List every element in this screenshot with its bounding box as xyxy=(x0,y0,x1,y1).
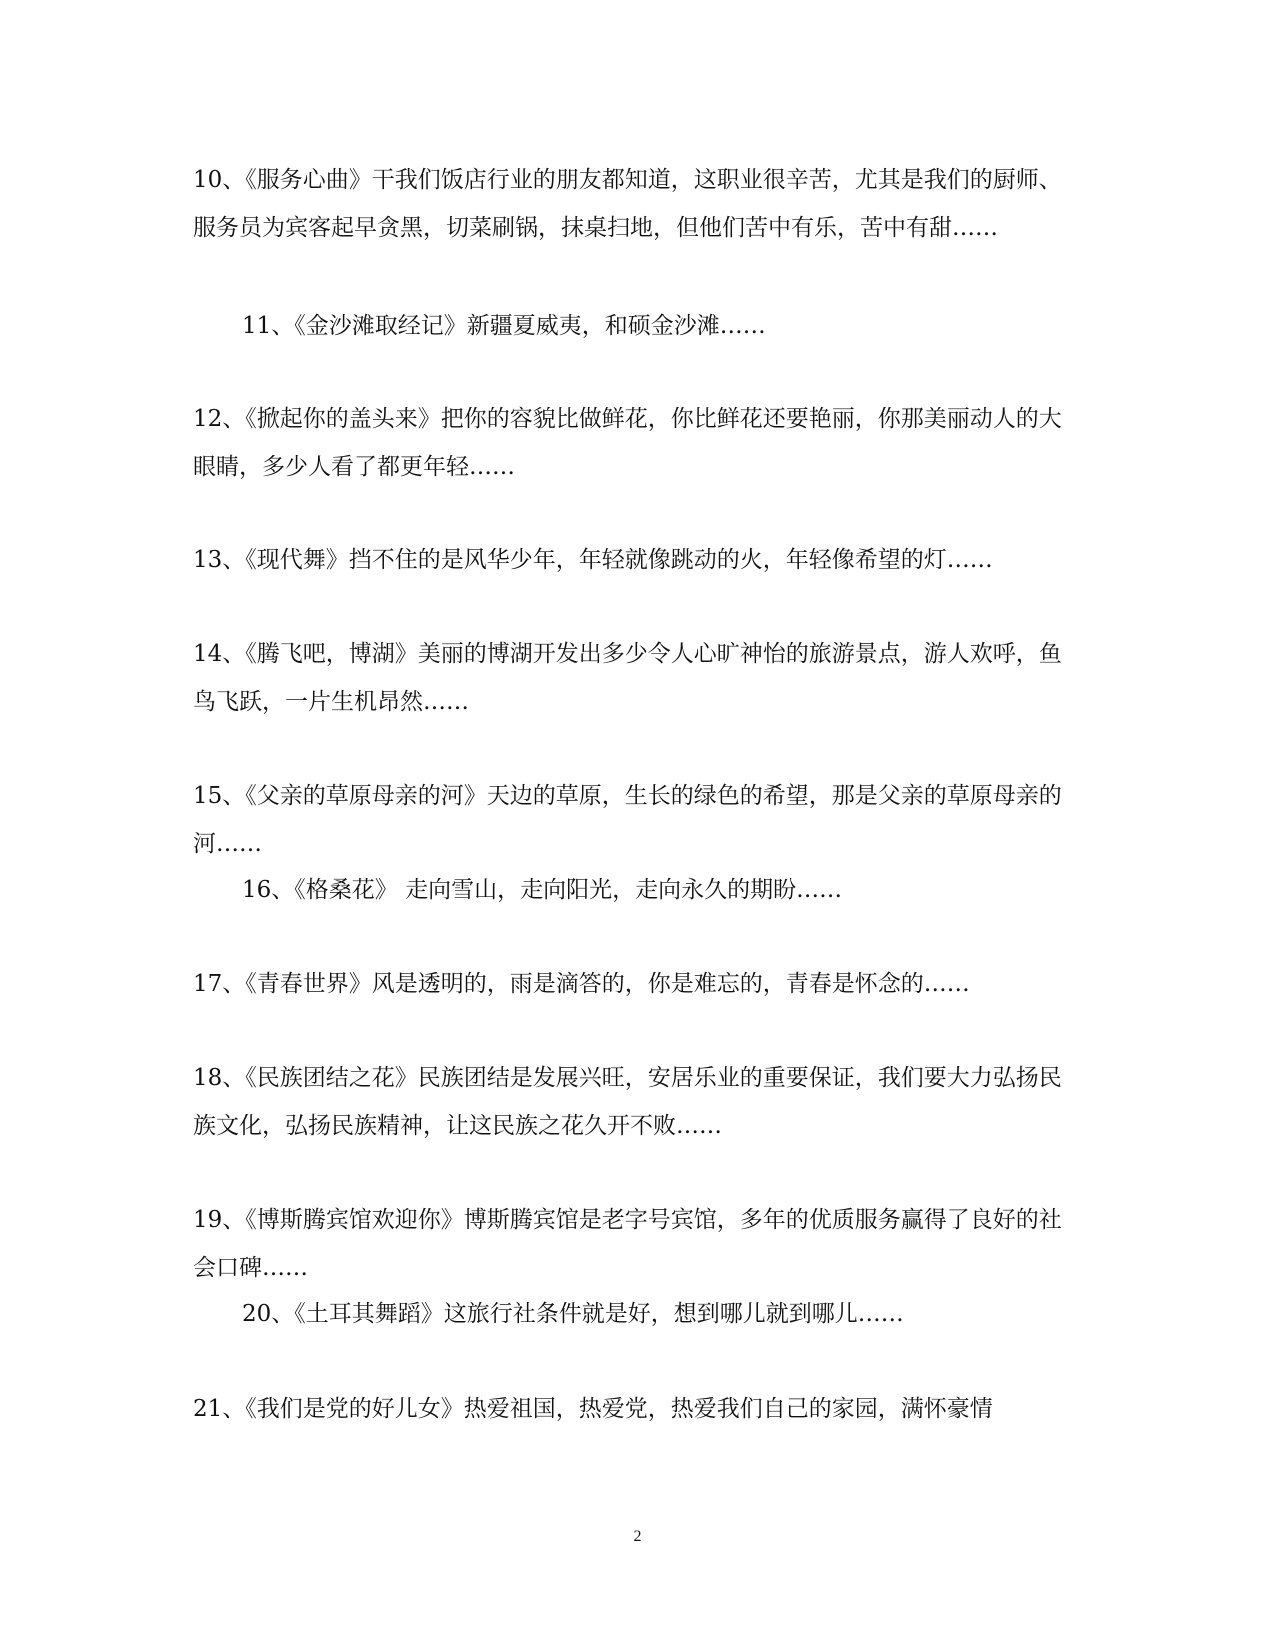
paragraph-21: 21、《我们是党的好儿女》热爱祖国，热爱党，热爱我们自己的家园，满怀豪情 xyxy=(193,1396,993,1422)
paragraph-13: 13、《现代舞》挡不住的是风华少年，年轻就像跳动的火，年轻像希望的灯…… xyxy=(193,547,993,573)
paragraph-11: 11、《金沙滩取经记》新疆夏威夷，和硕金沙滩…… xyxy=(242,313,766,339)
paragraph-19: 19、《博斯腾宾馆欢迎你》博斯腾宾馆是老字号宾馆，多年的优质服务赢得了良好的社会口碑…… xyxy=(193,1207,1062,1281)
paragraph-15: 15、《父亲的草原母亲的河》天边的草原，生长的绿色的希望，那是父亲的草原母亲的河…… xyxy=(193,783,1062,857)
paragraph-18: 18、《民族团结之花》民族团结是发展兴旺，安居乐业的重要保证，我们要大力弘扬民族文化，弘扬民族精神，让这民族之花久开不败…… xyxy=(193,1065,1062,1139)
page-number: 2 xyxy=(633,1528,642,1545)
paragraph-12: 12、《掀起你的盖头来》把你的容貌比做鲜花，你比鲜花还要艳丽，你那美丽动人的大眼睛，多少人看了都更年轻…… xyxy=(193,406,1062,480)
paragraph-17: 17、《青春世界》风是透明的，雨是滴答的，你是难忘的，青春是怀念的…… xyxy=(193,971,970,997)
paragraph-10: 10、《服务心曲》干我们饭店行业的朋友都知道，这职业很辛苦，尤其是我们的厨师、服务员为宾客起早贪黑，切菜刷锅，抹桌扫地，但他们苦中有乐，苦中有甜…… xyxy=(193,167,1062,241)
paragraph-16: 16、《格桑花》 走向雪山，走向阳光，走向永久的期盼…… xyxy=(242,877,843,903)
paragraph-20: 20、《土耳其舞蹈》这旅行社条件就是好，想到哪儿就到哪儿…… xyxy=(242,1301,904,1327)
paragraph-14: 14、《腾飞吧，博湖》美丽的博湖开发出多少令人心旷神怡的旅游景点，游人欢呼，鱼鸟飞跃，一片生机昂然…… xyxy=(193,641,1062,715)
